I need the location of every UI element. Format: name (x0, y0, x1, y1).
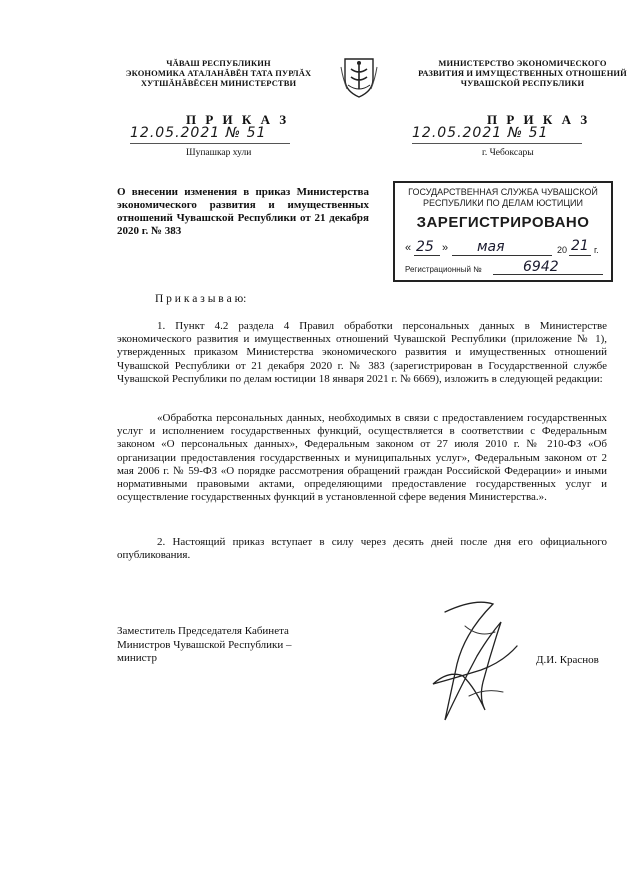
stamp-date (405, 238, 605, 259)
chuvash-coat-of-arms-icon (339, 55, 379, 99)
header-right-org (410, 58, 635, 88)
header-left-org (106, 58, 331, 88)
stamp-reg-underline (493, 274, 603, 275)
order-subject: О внесении изменения в приказ Министерства экономического развития и имущественных отношений Чувашской Республики от 21 декабря 2020 г. № 383 (117, 186, 369, 237)
city-left: Шупашкар хули (186, 148, 252, 158)
stamp-agency-line-1: ГОСУДАРСТВЕННАЯ СЛУЖБА ЧУВАШСКОЙ (408, 187, 598, 197)
order-number-underline-right (412, 143, 582, 144)
city-right: г. Чебоксары (482, 148, 534, 158)
header-left-line-2: ЭКОНОМИКА АТАЛАНĂВĔН ТАТА ПУРЛĂХ (125, 68, 312, 78)
header-right-line-3: ЧУВАШСКОЙ РЕСПУБЛИКИ (460, 78, 585, 88)
stamp-open-quote: « (405, 242, 412, 254)
stamp-day: 25 (416, 239, 434, 255)
order-intro: П р и к а з ы в а ю: (155, 293, 247, 305)
order-title-right: П Р И К А З (487, 112, 591, 127)
header-left-line-1: ЧĂВАШ РЕСПУБЛИКИН (166, 58, 271, 68)
stamp-year-underline (569, 255, 591, 256)
stamp-close-quote: » (442, 242, 449, 254)
order-number-left: 12.05.2021 № 51 (130, 125, 267, 141)
stamp-agency-line-2: РЕСПУБЛИКИ ПО ДЕЛАМ ЮСТИЦИИ (423, 198, 583, 208)
signature-position-line-1: Заместитель Председателя Кабинета (117, 625, 289, 637)
signature-position-line-3: министр (117, 652, 157, 664)
paragraph-2: 2. Настоящий приказ вступает в силу через десять дней после дня его официального опубликования. (117, 536, 607, 562)
order-number-right: 12.05.2021 № 51 (412, 125, 549, 141)
registration-stamp (393, 181, 613, 282)
stamp-registered: ЗАРЕГИСТРИРОВАНО (416, 214, 590, 231)
stamp-reg-label: Регистрационный № (405, 265, 482, 274)
header-right-line-2: РАЗВИТИЯ И ИМУЩЕСТВЕННЫХ ОТНОШЕНИЙ (418, 68, 627, 78)
stamp-agency (395, 187, 611, 209)
paragraph-quote: «Обработка персональных данных, необходимых в связи с предоставлением государственных услуг и исполнением государственных функций, осуществляется в соответствии с Федеральным законом «О персональных данных», Федеральным законом от 27 июля 2010 г. № 210-ФЗ «Об организации предоставления государственных и муниципальных услуг», Федеральным законом от 2 мая 2006 г. № 59-ФЗ «О порядке рассмотрения обращений граждан Российской Федерации» и иными нормативными правовыми актами, определяющими предоставление государственных услуг и осуществление государственных функций в установленной сфере ведения Министерства.». (117, 412, 607, 504)
stamp-month-underline (452, 255, 552, 256)
stamp-reg-number: 6942 (523, 259, 559, 275)
header-left-line-3: ХУТШĂНĂВĔСЕН МИНИСТЕРСТВИ (140, 78, 297, 88)
header-right-line-1: МИНИСТЕРСТВО ЭКОНОМИЧЕСКОГО (438, 58, 607, 68)
stamp-year-suffix: 21 (571, 238, 589, 254)
stamp-year-unit: г. (594, 245, 599, 255)
stamp-month: мая (477, 239, 505, 255)
order-number-underline-left (130, 143, 290, 144)
signatory-name: Д.И. Краснов (536, 654, 599, 666)
paragraph-1: 1. Пункт 4.2 раздела 4 Правил обработки персональных данных в Министерстве экономического развития и имущественных отношений Чувашской Республики (приложение № 1), утвержденных приказом Министерства экономического развития и имущественных отношений Чувашской Республики от 21 декабря 2020 г. № 383 (зарегистрирован в Государственной службе Чувашской Республики по делам юстиции 18 января 2021 г. № 6669), изложить в следующей редакции: (117, 320, 607, 385)
stamp-registration (405, 259, 605, 277)
signature-position (117, 625, 367, 666)
stamp-day-underline (414, 255, 440, 256)
stamp-year-prefix: 20 (557, 245, 568, 255)
handwritten-signature (405, 592, 535, 727)
order-title-left: П Р И К А З (186, 112, 290, 127)
signature-position-line-2: Министров Чувашской Республики – (117, 638, 292, 651)
